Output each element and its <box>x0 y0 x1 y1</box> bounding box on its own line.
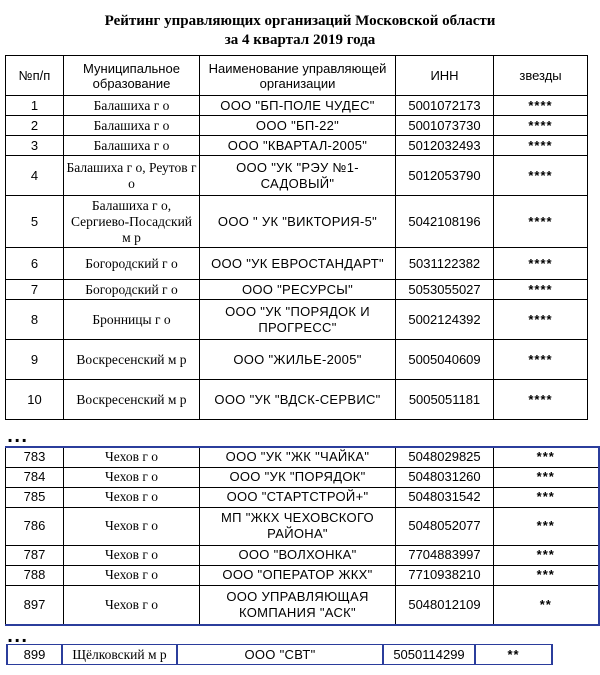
header-municipality: Муниципальное образование <box>64 56 200 96</box>
row-org-name: ООО "УК "ПОРЯДОК И ПРОГРЕСС" <box>200 300 396 340</box>
header-stars: звезды <box>494 56 588 96</box>
row-inn: 5053055027 <box>396 280 494 300</box>
row-municipality: Чехов г о <box>64 447 200 467</box>
table-row <box>6 507 599 545</box>
table-row <box>7 645 552 665</box>
row-org-name: ООО "УК "ВДСК-СЕРВИС" <box>200 380 396 420</box>
row-municipality: Чехов г о <box>64 467 200 487</box>
row-stars: **** <box>494 136 588 156</box>
table-row <box>6 280 588 300</box>
row-org-name: ООО "УК ЕВРОСТАНДАРТ" <box>200 248 396 280</box>
row-number: 8 <box>6 300 64 340</box>
row-number: 4 <box>6 156 64 196</box>
table-row <box>6 196 588 248</box>
document-subtitle: за 4 квартал 2019 года <box>224 32 376 48</box>
row-number: 786 <box>6 507 64 545</box>
table-row <box>6 248 588 280</box>
row-inn: 5005040609 <box>396 340 494 380</box>
row-inn: 5048029825 <box>396 447 494 467</box>
row-municipality: Чехов г о <box>64 545 200 565</box>
row-municipality: Балашиха г о, Реутов г о <box>64 156 200 196</box>
rating-table-section-2 <box>5 446 600 626</box>
row-municipality: Балашиха г о, Сергиево-Посадский м р <box>64 196 200 248</box>
row-org-name: ООО "РЕСУРСЫ" <box>200 280 396 300</box>
row-org-name: ООО " УК "ВИКТОРИЯ-5" <box>200 196 396 248</box>
row-number: 899 <box>7 645 62 665</box>
row-municipality: Чехов г о <box>64 507 200 545</box>
table-row <box>6 156 588 196</box>
table-row <box>6 467 599 487</box>
document-title: Рейтинг управляющих организаций Московской области <box>104 13 496 29</box>
row-stars: *** <box>494 467 599 487</box>
row-stars: ** <box>494 585 599 625</box>
row-stars: *** <box>494 447 599 467</box>
row-number: 6 <box>6 248 64 280</box>
row-number: 7 <box>6 280 64 300</box>
row-inn: 5012032493 <box>396 136 494 156</box>
row-inn: 5050114299 <box>383 645 475 665</box>
row-stars: *** <box>494 545 599 565</box>
row-stars: *** <box>494 565 599 585</box>
row-org-name: ООО "БП-22" <box>200 116 396 136</box>
row-org-name: ООО "КВАРТАЛ-2005" <box>200 136 396 156</box>
row-inn: 5002124392 <box>396 300 494 340</box>
row-municipality: Чехов г о <box>64 565 200 585</box>
row-number: 788 <box>6 565 64 585</box>
row-org-name: МП "ЖКХ ЧЕХОВСКОГО РАЙОНА" <box>200 507 396 545</box>
row-number: 3 <box>6 136 64 156</box>
row-inn: 5001073730 <box>396 116 494 136</box>
row-inn: 5012053790 <box>396 156 494 196</box>
row-municipality: Чехов г о <box>64 585 200 625</box>
row-number: 784 <box>6 467 64 487</box>
row-municipality: Щёлковский м р <box>62 645 177 665</box>
row-org-name: ООО "ОПЕРАТОР ЖКХ" <box>200 565 396 585</box>
row-municipality: Богородский г о <box>64 280 200 300</box>
row-stars: **** <box>494 96 588 116</box>
row-number: 785 <box>6 487 64 507</box>
row-inn: 5042108196 <box>396 196 494 248</box>
row-stars: ** <box>475 645 552 665</box>
row-inn: 5048031260 <box>396 467 494 487</box>
rating-table-section-3 <box>6 644 553 665</box>
row-municipality: Балашиха г о <box>64 136 200 156</box>
table-row <box>6 565 599 585</box>
row-stars: **** <box>494 116 588 136</box>
row-inn: 7704883997 <box>396 545 494 565</box>
row-number: 783 <box>6 447 64 467</box>
row-stars: **** <box>494 380 588 420</box>
row-municipality: Бронницы г о <box>64 300 200 340</box>
row-org-name: ООО "СВТ" <box>177 645 383 665</box>
table-row <box>6 116 588 136</box>
row-org-name: ООО "ВОЛХОНКА" <box>200 545 396 565</box>
row-org-name: ООО УПРАВЛЯЮЩАЯ КОМПАНИЯ "АСК" <box>200 585 396 625</box>
row-inn: 5001072173 <box>396 96 494 116</box>
row-number: 2 <box>6 116 64 136</box>
ellipsis-mark-2: ... <box>7 627 29 646</box>
row-org-name: ООО "УК "РЭУ №1-САДОВЫЙ" <box>200 156 396 196</box>
row-stars: **** <box>494 248 588 280</box>
row-org-name: ООО "БП-ПОЛЕ ЧУДЕС" <box>200 96 396 116</box>
row-municipality: Воскресенский м р <box>64 340 200 380</box>
row-stars: **** <box>494 300 588 340</box>
row-stars: *** <box>494 507 599 545</box>
row-municipality: Чехов г о <box>64 487 200 507</box>
table-header-row <box>6 56 588 96</box>
top-rows <box>6 96 588 420</box>
table-row <box>6 136 588 156</box>
row-inn: 5048052077 <box>396 507 494 545</box>
table-row <box>6 585 599 625</box>
row-number: 897 <box>6 585 64 625</box>
rating-table <box>5 55 588 420</box>
row-org-name: ООО "ЖИЛЬЕ-2005" <box>200 340 396 380</box>
row-inn: 5031122382 <box>396 248 494 280</box>
row-stars: **** <box>494 340 588 380</box>
row-inn: 5005051181 <box>396 380 494 420</box>
row-org-name: ООО "СТАРТСТРОЙ+" <box>200 487 396 507</box>
row-inn: 7710938210 <box>396 565 494 585</box>
row-number: 9 <box>6 340 64 380</box>
table-row <box>6 545 599 565</box>
table-row <box>6 447 599 467</box>
table-row <box>6 96 588 116</box>
header-num: №п/п <box>6 56 64 96</box>
row-number: 787 <box>6 545 64 565</box>
header-org: Наименование управляющей организации <box>200 56 396 96</box>
table-row <box>6 340 588 380</box>
row-stars: **** <box>494 280 588 300</box>
row-org-name: ООО "УК "ПОРЯДОК" <box>200 467 396 487</box>
table-row <box>6 300 588 340</box>
row-municipality: Балашиха г о <box>64 96 200 116</box>
header-inn: ИНН <box>396 56 494 96</box>
row-inn: 5048031542 <box>396 487 494 507</box>
row-stars: *** <box>494 487 599 507</box>
row-municipality: Балашиха г о <box>64 116 200 136</box>
row-stars: **** <box>494 196 588 248</box>
row-org-name: ООО "УК "ЖК "ЧАЙКА" <box>200 447 396 467</box>
row-number: 1 <box>6 96 64 116</box>
table-row <box>6 380 588 420</box>
ellipsis-mark: ... <box>7 427 29 446</box>
row-number: 10 <box>6 380 64 420</box>
row-municipality: Воскресенский м р <box>64 380 200 420</box>
table-row <box>6 487 599 507</box>
middle-rows <box>6 447 599 625</box>
row-stars: **** <box>494 156 588 196</box>
row-inn: 5048012109 <box>396 585 494 625</box>
row-municipality: Богородский г о <box>64 248 200 280</box>
row-number: 5 <box>6 196 64 248</box>
